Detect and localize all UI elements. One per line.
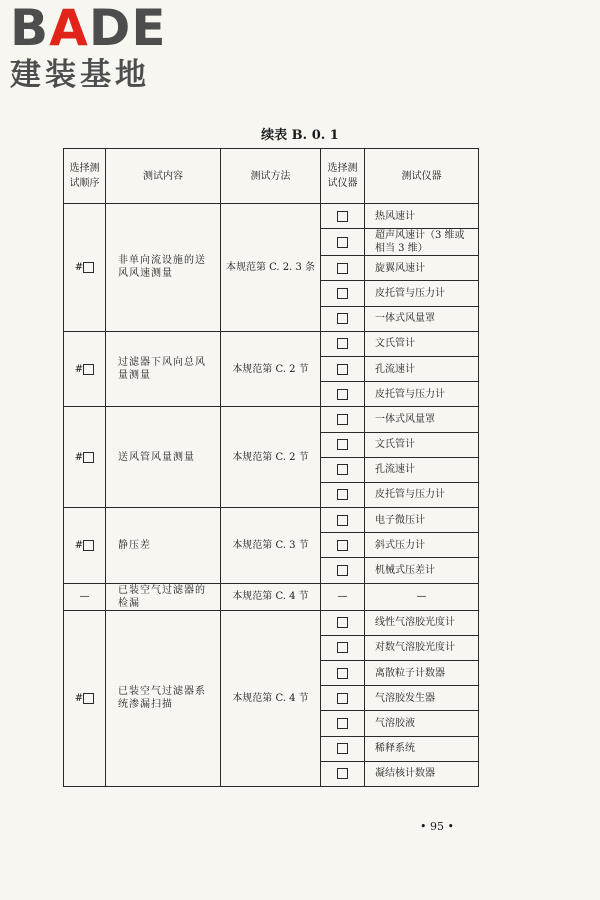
instrument-name-cell: 旋翼风速计: [365, 256, 479, 281]
test-content-cell: 送风管风量测量: [106, 407, 221, 508]
test-method-cell: 本规范第 C. 3 节: [221, 508, 321, 584]
table-row: [64, 508, 479, 533]
select-instrument-cell: [321, 635, 365, 660]
instrument-name-cell: 皮托管与压力计: [365, 482, 479, 507]
instrument-name-cell: 机械式压差计: [365, 558, 479, 583]
select-instrument-cell: [321, 382, 365, 407]
select-instrument-cell: [321, 306, 365, 331]
test-order-cell: [64, 610, 106, 786]
test-content-cell: 已装空气过滤器系统渗漏扫描: [106, 610, 221, 786]
checkbox[interactable]: [337, 768, 348, 779]
order-prefix: #: [74, 451, 84, 463]
test-method-cell: 本规范第 C. 4 节: [221, 610, 321, 786]
test-method-cell: 本规范第 C. 4 节: [221, 583, 321, 610]
instrument-name-cell: 线性气溶胶光度计: [365, 610, 479, 635]
test-method-cell: 本规范第 C. 2 节: [221, 331, 321, 407]
table-body: [64, 204, 479, 787]
page-number: • 95 •: [420, 820, 454, 833]
test-order-cell: —: [64, 583, 106, 610]
instrument-name-cell: 电子微压计: [365, 508, 479, 533]
test-method-cell: 本规范第 C. 2 节: [221, 407, 321, 508]
checkbox[interactable]: [337, 338, 348, 349]
test-content-cell: 非单向流设施的送风风速测量: [106, 204, 221, 332]
select-instrument-cell: [321, 407, 365, 432]
test-order-cell: [64, 508, 106, 584]
order-prefix: #: [74, 363, 84, 375]
instrument-name-cell: 超声风速计（3 维或相当 3 维）: [365, 229, 479, 256]
header-select-instrument: 选择测试仪器: [321, 149, 365, 204]
order-checkbox[interactable]: [83, 262, 94, 273]
checkbox[interactable]: [337, 389, 348, 400]
select-instrument-cell: [321, 736, 365, 761]
instrument-name-cell: 文氏管计: [365, 331, 479, 356]
instrument-name-cell: 气溶胶液: [365, 711, 479, 736]
header-test-method: 测试方法: [221, 149, 321, 204]
header-instrument: 测试仪器: [365, 149, 479, 204]
table-header-row: [64, 149, 479, 204]
select-instrument-cell: [321, 432, 365, 457]
order-prefix: #: [74, 692, 84, 704]
checkbox[interactable]: [337, 237, 348, 248]
select-instrument-cell: [321, 356, 365, 381]
table-row: [64, 407, 479, 432]
order-checkbox[interactable]: [83, 693, 94, 704]
order-prefix: #: [74, 261, 84, 273]
checkbox[interactable]: [337, 211, 348, 222]
order-prefix: #: [74, 539, 84, 551]
select-instrument-cell: [321, 610, 365, 635]
logo-subtitle: 建装基地: [10, 57, 150, 93]
order-checkbox[interactable]: [83, 452, 94, 463]
logo-brand: BADE: [10, 0, 167, 57]
checkbox[interactable]: [337, 515, 348, 526]
checkbox[interactable]: [337, 489, 348, 500]
instrument-name-cell: 气溶胶发生器: [365, 686, 479, 711]
select-instrument-cell: [321, 761, 365, 786]
checkbox[interactable]: [337, 364, 348, 375]
select-instrument-cell: [321, 508, 365, 533]
instrument-name-cell: 斜式压力计: [365, 533, 479, 558]
test-order-cell: [64, 331, 106, 407]
select-instrument-cell: [321, 457, 365, 482]
instrument-name-cell: 离散粒子计数器: [365, 661, 479, 686]
instrument-name-cell: 一体式风量罩: [365, 306, 479, 331]
select-instrument-cell: [321, 482, 365, 507]
test-instrument-table: [63, 148, 479, 787]
checkbox[interactable]: [337, 718, 348, 729]
order-checkbox[interactable]: [83, 540, 94, 551]
test-content-cell: 静压差: [106, 508, 221, 584]
table-row: [64, 204, 479, 229]
instrument-name-cell: 一体式风量罩: [365, 407, 479, 432]
instrument-name-cell: 皮托管与压力计: [365, 382, 479, 407]
test-order-cell: [64, 407, 106, 508]
select-instrument-cell: [321, 711, 365, 736]
checkbox[interactable]: [337, 414, 348, 425]
select-instrument-cell: [321, 686, 365, 711]
checkbox[interactable]: [337, 263, 348, 274]
table-row: [64, 331, 479, 356]
checkbox[interactable]: [337, 288, 348, 299]
select-instrument-cell: [321, 281, 365, 306]
checkbox[interactable]: [337, 642, 348, 653]
test-order-cell: [64, 204, 106, 332]
instrument-name-cell: 凝结核计数器: [365, 761, 479, 786]
test-method-cell: 本规范第 C. 2. 3 条: [221, 204, 321, 332]
checkbox[interactable]: [337, 693, 348, 704]
instrument-name-cell: 稀释系统: [365, 736, 479, 761]
instrument-name-cell: 热风速计: [365, 204, 479, 229]
order-checkbox[interactable]: [83, 364, 94, 375]
test-content-cell: 已装空气过滤器的检漏: [106, 583, 221, 610]
instrument-name-cell: 皮托管与压力计: [365, 281, 479, 306]
select-instrument-cell: [321, 256, 365, 281]
table-caption: 续表 B. 0. 1: [261, 128, 339, 143]
checkbox[interactable]: [337, 464, 348, 475]
instrument-name-cell: 文氏管计: [365, 432, 479, 457]
header-test-order: 选择测试顺序: [64, 149, 106, 204]
select-instrument-cell: [321, 533, 365, 558]
checkbox[interactable]: [337, 439, 348, 450]
table-row: [64, 583, 479, 610]
instrument-name-cell: 对数气溶胶光度计: [365, 635, 479, 660]
instrument-name-cell: 孔流速计: [365, 457, 479, 482]
select-instrument-cell: [321, 229, 365, 256]
checkbox[interactable]: [337, 668, 348, 679]
checkbox[interactable]: [337, 743, 348, 754]
select-instrument-cell: —: [321, 583, 365, 610]
table-row: [64, 610, 479, 635]
watermark-logo: [10, 2, 180, 94]
select-instrument-cell: [321, 331, 365, 356]
select-instrument-cell: [321, 204, 365, 229]
test-content-cell: 过滤器下风向总风量测量: [106, 331, 221, 407]
header-test-content: 测试内容: [106, 149, 221, 204]
checkbox[interactable]: [337, 617, 348, 628]
instrument-name-cell: —: [365, 583, 479, 610]
checkbox[interactable]: [337, 565, 348, 576]
select-instrument-cell: [321, 558, 365, 583]
checkbox[interactable]: [337, 540, 348, 551]
select-instrument-cell: [321, 661, 365, 686]
checkbox[interactable]: [337, 313, 348, 324]
instrument-name-cell: 孔流速计: [365, 356, 479, 381]
